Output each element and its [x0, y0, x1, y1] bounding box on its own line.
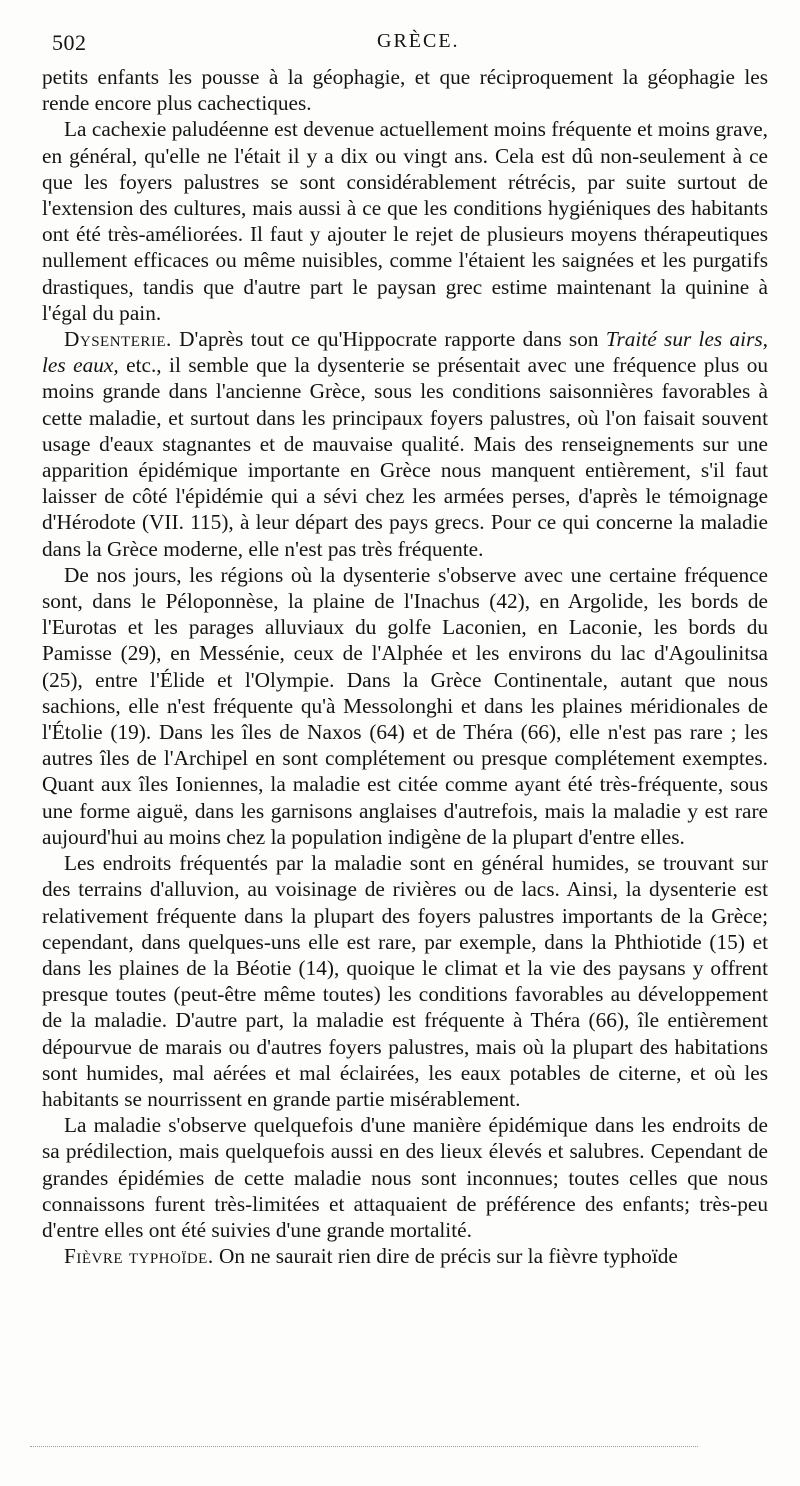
- paragraph-text: etc., il semble que la dysenterie se présentait avec une fréquence plus ou moins grande dans l'ancienne Grèce, sous les conditions saisonnières favorables à cette maladie, et surtout dans les principaux foyers palustres, où l'on faisait souvent usage d'eaux stagnantes et de mauvaise qualité. Mais des renseignements sur une apparition épidémique importante en Grèce nous manquent entièrement, s'il faut laisser de côté l'épidémie qui a sévi chez les armées perses, d'après le témoignage d'Hérodote (VII. 115), à leur départ des pays grecs. Pour ce qui concerne la maladie dans la Grèce moderne, elle n'est pas très fréquente.: [42, 353, 768, 561]
- paragraph-epidemies: [42, 1112, 768, 1243]
- paragraph-text: La maladie s'observe quelquefois d'une manière épidémique dans les endroits de sa prédilection, mais quelquefois aussi en des lieux élevés et salubres. Cependant de grandes épidémies de cette maladie nous sont inconnues; toutes celles que nous connaissons furent très-limitées et attaquaient de préférence des enfants; très-peu d'entre elles ont été suivies d'une grande mortalité.: [42, 1113, 768, 1242]
- paragraph-text: Les endroits fréquentés par la maladie sont en général humides, se trouvant sur des terrains d'alluvion, au voisinage de rivières ou de lacs. Ainsi, la dysenterie est relativement fréquente dans la plupart des foyers palustres importants de la Grèce; cependant, dans quelques-uns elle est rare, par exemple, dans la Phthiotide (15) et dans les plaines de la Béotie (14), quoique le climat et la vie des paysans y offrent presque toutes (peut-être même toutes) les conditions favorables au développement de la maladie. D'autre part, la maladie est fréquente à Théra (66), île entièrement dépourvue de marais ou d'autres foyers palustres, mais où la plupart des habitations sont humides, mal aérées et mal éclairées, les eaux potables de citerne, et où les habitants se nourrissent en grande partie misérablement.: [42, 851, 768, 1111]
- running-head: GRÈCE.: [377, 30, 460, 52]
- work-title: Traité sur les airs, les eaux,: [42, 327, 768, 378]
- paragraph-text-lead: D'après tout ce qu'Hippocrate rapporte dans son: [171, 327, 606, 352]
- paragraph-endroits: [42, 850, 768, 1112]
- page-header: [52, 30, 768, 60]
- paragraph-text: petits enfants les pousse à la géophagie, et que réciproquement la géophagie les rende encore plus cachectiques.: [42, 65, 768, 116]
- paragraph-regions: [42, 562, 768, 850]
- paragraph-text: De nos jours, les régions où la dysenterie s'observe avec une certaine fréquence sont, dans le Péloponnèse, la plaine de l'Inachus (42), en Argolide, les bords de l'Eurotas et les parages alluviaux du golfe Laconien, en Laconie, les bords du Pamisse (29), en Messénie, ceux de l'Alphée et les environs du lac d'Agoulinitsa (25), entre l'Élide et l'Olympie. Dans la Grèce Continentale, autant que nous sachions, elle n'est fréquente qu'à Messolonghi et dans les plaines méridionales de l'Étolie (19). Dans les îles de Naxos (64) et de Théra (66), elle n'est pas rare ; les autres îles de l'Archipel en sont complétement ou presque complétement exemptes. Quant aux îles Ioniennes, la maladie est citée comme ayant été très-fréquente, sous une forme aiguë, dans les garnisons anglaises d'autrefois, mais la maladie y est rare aujourd'hui au moins chez la population indigène de la plupart d'entre elles.: [42, 562, 768, 849]
- page-number: 502: [52, 30, 87, 55]
- paragraph-dysenterie: [42, 326, 768, 562]
- paragraph-fievre-typhoide: [42, 1243, 768, 1269]
- body-text: [42, 64, 768, 1269]
- paragraph-text: La cachexie paludéenne est devenue actuellement moins fréquente et moins grave, en général, qu'elle ne l'était il y a dix ou vingt ans. Cela est dû non-seulement à ce que les foyers palustres se sont considérablement rétrécis, par suite surtout de l'extension des cultures, mais aussi à ce que les conditions hygiéniques des habitants ont été très-améliorées. Il faut y ajouter le rejet de plusieurs moyens thérapeutiques nullement efficaces ou même nuisibles, comme l'étaient les saignées et les purgatifs drastiques, tandis que d'autre part le paysan grec estime maintenant la quinine à l'égal du pain.: [42, 117, 768, 325]
- bottom-divider: [30, 1446, 698, 1447]
- section-heading-fievre-typhoide: Fièvre typhoïde.: [64, 1244, 214, 1269]
- paragraph-cachexie: [42, 116, 768, 326]
- paragraph-continued: [42, 64, 768, 116]
- paragraph-text: On ne saurait rien dire de précis sur la fièvre typhoïde: [213, 1244, 678, 1269]
- section-heading-dysenterie: Dysenterie.: [64, 327, 172, 352]
